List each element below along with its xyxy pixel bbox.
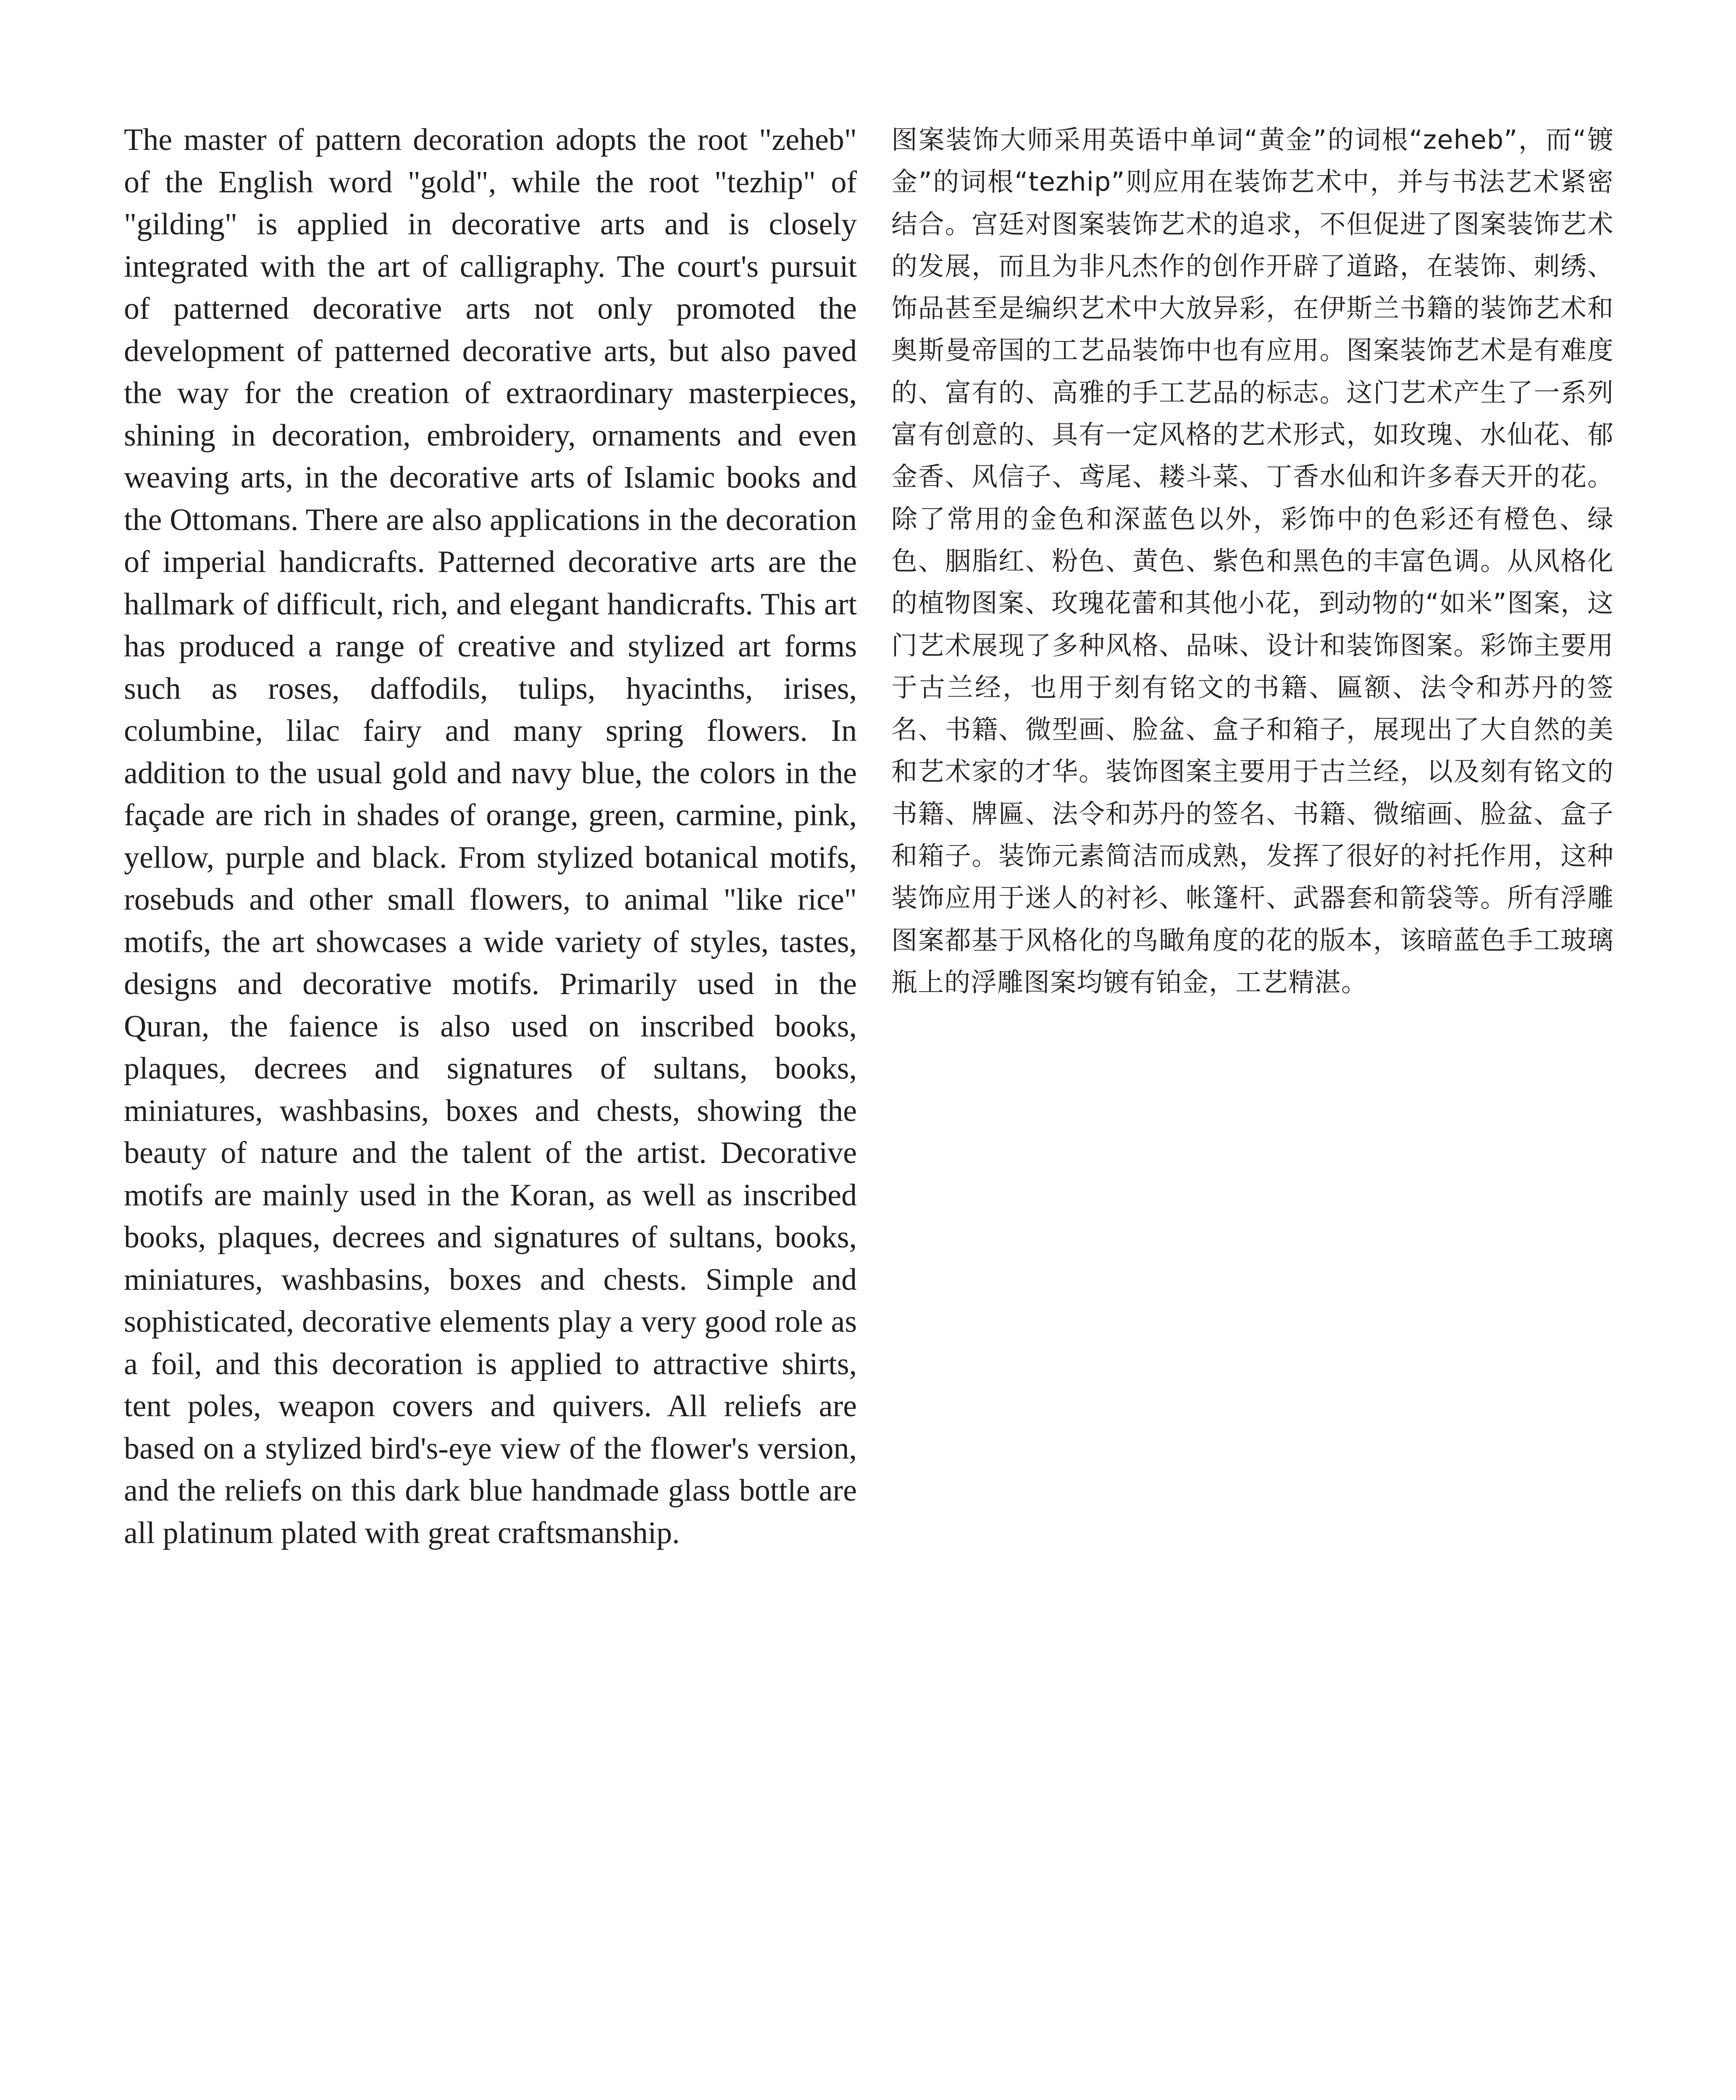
- chinese-body-text: 图案装饰大师采用英语中单词“黄金”的词根“zeheb”，而“镀金”的词根“tezhip”则应用在装饰艺术中，并与书法艺术紧密结合。宫廷对图案装饰艺术的追求，不但促进了图案装饰艺术的发展，而且为非凡杰作的创作开辟了道路，在装饰、刺绣、饰品甚至是编织艺术中大放异彩，在伊斯兰书籍的装饰艺术和奥斯曼帝国的工艺品装饰中也有应用。图案装饰艺术是有难度的、富有的、高雅的手工艺品的标志。这门艺术产生了一系列富有创意的、具有一定风格的艺术形式，如玫瑰、水仙花、郁金香、风信子、鸢尾、耧斗菜、丁香水仙和许多春天开的花。除了常用的金色和深蓝色以外，彩饰中的色彩还有橙色、绿色、胭脂红、粉色、黄色、紫色和黑色的丰富色调。从风格化的植物图案、玫瑰花蕾和其他小花，到动物的“如米”图案，这门艺术展现了多种风格、品味、设计和装饰图案。彩饰主要用于古兰经，也用于刻有铭文的书籍、匾额、法令和苏丹的签名、书籍、微型画、脸盆、盒子和箱子，展现出了大自然的美和艺术家的才华。装饰图案主要用于古兰经，以及刻有铭文的书籍、牌匾、法令和苏丹的签名、书籍、微缩画、脸盆、盒子和箱子。装饰元素简洁而成熟，发挥了很好的衬托作用，这种装饰应用于迷人的衬衫、帐篷杆、武器套和箭袋等。所有浮雕图案都基于风格化的鸟瞰角度的花的版本，该暗蓝色手工玻璃瓶上的浮雕图案均镀有铂金，工艺精湛。: [891, 124, 1614, 998]
- english-body-text: The master of pattern decoration adopts the root "zeheb" of the English word "gold", while the root "tezhip" of "gilding" is applied in decorative arts and is closely integrated with the art of calligraphy. The court's pursuit of patterned decorative arts not only promoted the development of patterned decorative arts, but also paved the way for the creation of extraordinary masterpieces, shining in decoration, embroidery, ornaments and even weaving arts, in the decorative arts of Islamic books and the Ottomans. There are also applications in the decoration of imperial handicrafts. Patterned decorative arts are the hallmark of difficult, rich, and elegant handicrafts. This art has produced a range of creative and stylized art forms such as roses, daffodils, tulips, hyacinths, irises, columbine, lilac fairy and many spring flowers. In addition to the usual gold and navy blue, the colors in the façade are rich in shades of orange, green, carmine, pink, yellow, purple and black. From stylized botanical motifs, rosebuds and other small flowers, to animal "like rice" motifs, the art showcases a wide variety of styles, tastes, designs and decorative motifs. Primarily used in the Quran, the faience is also used on inscribed books, plaques, decrees and signatures of sultans, books, miniatures, washbasins, boxes and chests, showing the beauty of nature and the talent of the artist. Decorative motifs are mainly used in the Koran, as well as inscribed books, plaques, decrees and signatures of sultans, books, miniatures, washbasins, boxes and chests. Simple and sophisticated, decorative elements play a very good role as a foil, and this decoration is applied to attractive shirts, tent poles, weapon covers and quivers. All reliefs are based on a stylized bird's-eye view of the flower's version, and the reliefs on this dark blue handmade glass bottle are all platinum plated with great craftsmanship.: [124, 123, 857, 1550]
